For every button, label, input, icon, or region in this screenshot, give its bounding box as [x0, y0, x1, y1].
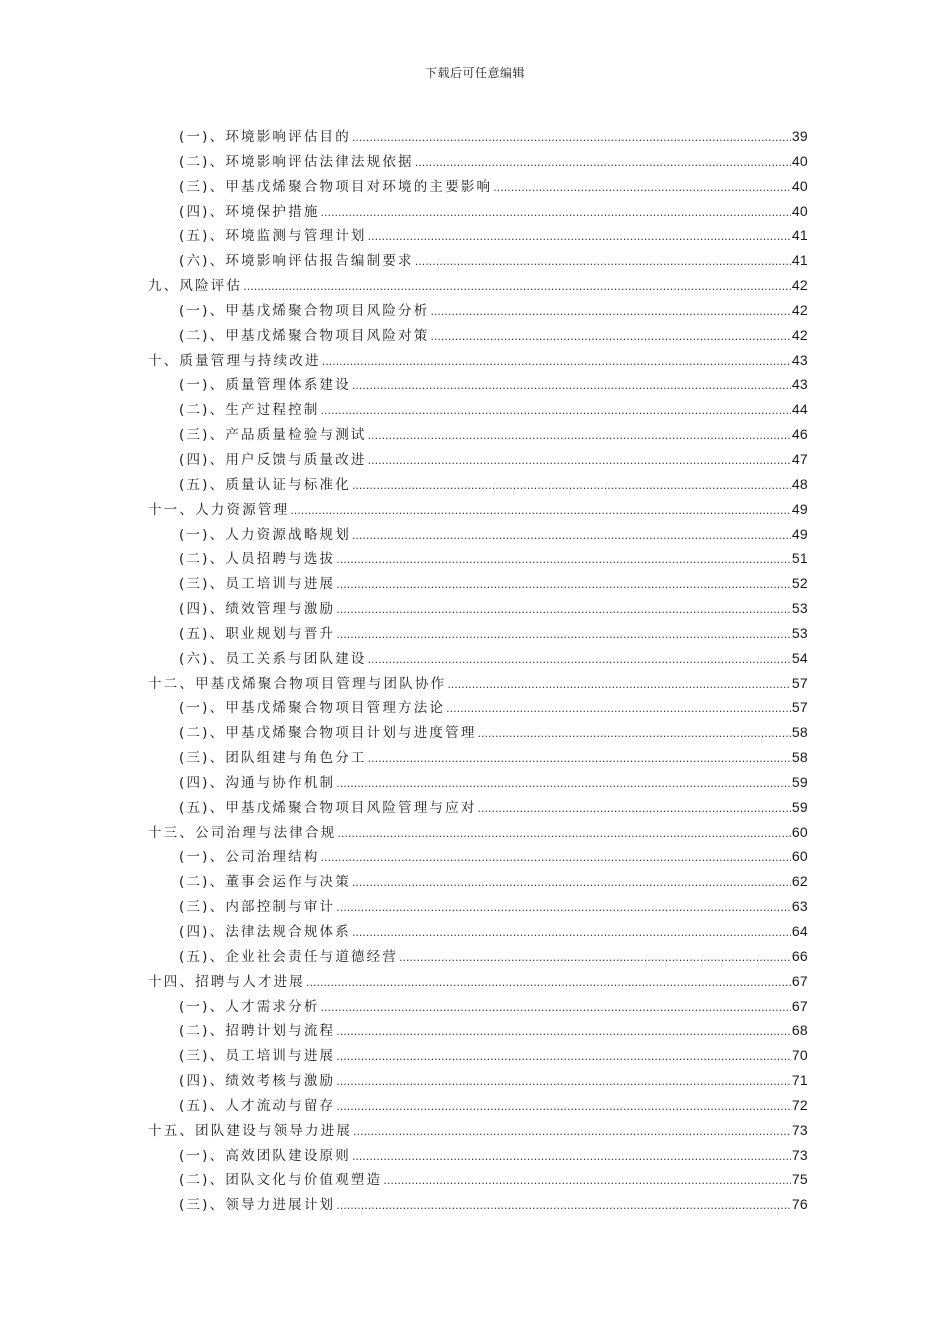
toc-entry-label: (四)、环境保护措施 — [179, 203, 320, 220]
toc-entry-label: (一)、高效团队建设原则 — [179, 1147, 351, 1164]
toc-entry-label: 十四、招聘与人才进展 — [148, 973, 305, 990]
toc-page-number: 49 — [791, 525, 808, 542]
toc-dot-leader — [336, 1197, 791, 1213]
toc-page-number: 42 — [791, 301, 808, 318]
toc-page-number: 40 — [791, 152, 808, 169]
toc-entry-label: (二)、团队文化与价值观塑造 — [179, 1172, 383, 1189]
toc-page-number: 54 — [791, 649, 808, 666]
toc-dot-leader — [336, 601, 791, 617]
toc-dot-leader — [430, 303, 790, 319]
toc-page-number: 42 — [791, 277, 808, 294]
toc-section-entry[interactable] — [148, 870, 808, 895]
toc-section-entry[interactable] — [148, 771, 808, 796]
toc-entry-label: (五)、质量认证与标准化 — [179, 476, 351, 493]
toc-entry-label: (一)、人才需求分析 — [179, 998, 320, 1015]
toc-page-number: 47 — [791, 450, 808, 467]
toc-section-entry[interactable] — [148, 1168, 808, 1193]
toc-entry-label: (六)、环境影响评估报告编制要求 — [179, 253, 414, 270]
toc-section-entry[interactable] — [148, 845, 808, 870]
toc-dot-leader — [415, 154, 791, 170]
toc-page-number: 49 — [791, 500, 808, 517]
toc-section-entry[interactable] — [148, 1044, 808, 1069]
toc-entry-label: (一)、公司治理结构 — [179, 849, 320, 866]
toc-section-entry[interactable] — [148, 175, 808, 200]
toc-section-entry[interactable] — [148, 150, 808, 175]
toc-dot-leader — [336, 899, 791, 915]
toc-page-number: 59 — [791, 773, 808, 790]
toc-entry-label: (四)、法律法规合规体系 — [179, 924, 351, 940]
toc-entry-label: 十一、人力资源管理 — [148, 501, 290, 518]
toc-section-entry[interactable] — [148, 895, 808, 920]
toc-section-entry[interactable] — [148, 746, 808, 771]
toc-dot-leader — [321, 999, 791, 1015]
toc-entry-label: (三)、产品质量检验与测试 — [179, 427, 367, 444]
toc-dot-leader — [478, 800, 791, 816]
toc-section-entry[interactable] — [148, 1094, 808, 1119]
toc-entry-label: 十三、公司治理与法律合规 — [148, 824, 337, 841]
toc-entry-label: (四)、绩效管理与激励 — [179, 601, 336, 618]
toc-page-number: 40 — [791, 177, 808, 194]
toc-entry-label: (一)、质量管理体系建设 — [179, 377, 351, 394]
toc-dot-leader — [322, 353, 791, 369]
toc-entry-label: (三)、内部控制与审计 — [179, 899, 336, 916]
toc-page-number: 73 — [791, 1146, 808, 1163]
toc-dot-leader — [430, 328, 790, 344]
toc-dot-leader — [493, 179, 791, 195]
toc-chapter-entry[interactable] — [148, 821, 808, 846]
toc-page-number: 53 — [791, 624, 808, 641]
toc-entry-label: (五)、甲基戊烯聚合物项目风险管理与应对 — [179, 799, 477, 816]
toc-page-number: 67 — [791, 997, 808, 1014]
toc-page-number: 48 — [791, 475, 808, 492]
toc-page-number: 41 — [791, 227, 808, 244]
toc-entry-label: (五)、环境监测与管理计划 — [179, 228, 367, 245]
toc-chapter-entry[interactable] — [148, 274, 808, 299]
toc-page-number: 42 — [791, 326, 808, 343]
toc-entry-label: (四)、沟通与协作机制 — [179, 774, 336, 791]
toc-dot-leader — [353, 1123, 791, 1139]
toc-entry-label: (三)、员工培训与进展 — [179, 576, 336, 593]
toc-page-number: 57 — [791, 674, 808, 691]
toc-page-number: 51 — [791, 550, 808, 567]
toc-section-entry[interactable] — [148, 796, 808, 821]
toc-dot-leader — [352, 874, 791, 890]
toc-page-number: 60 — [791, 823, 808, 840]
toc-page-number: 73 — [791, 1121, 808, 1138]
toc-chapter-entry[interactable] — [148, 498, 808, 523]
toc-section-entry[interactable] — [148, 995, 808, 1020]
toc-entry-label: (二)、董事会运作与决策 — [179, 874, 351, 891]
toc-section-entry[interactable] — [148, 1144, 808, 1169]
toc-dot-leader — [321, 204, 791, 220]
toc-chapter-entry[interactable] — [148, 349, 808, 374]
toc-page-number: 60 — [791, 848, 808, 865]
toc-section-entry[interactable] — [148, 324, 808, 349]
toc-dot-leader — [352, 129, 791, 145]
toc-entry-label: 十、质量管理与持续改进 — [148, 352, 321, 369]
toc-chapter-entry[interactable] — [148, 970, 808, 995]
toc-dot-leader — [415, 253, 791, 269]
toc-section-entry[interactable] — [148, 224, 808, 249]
toc-entry-label: (四)、绩效考核与激励 — [179, 1073, 336, 1090]
toc-entry-label: (二)、甲基戊烯聚合物项目风险对策 — [179, 327, 430, 344]
toc-section-entry[interactable] — [148, 200, 808, 225]
toc-dot-leader — [337, 825, 790, 841]
toc-section-entry[interactable] — [148, 920, 808, 945]
toc-page-number: 70 — [791, 1047, 808, 1064]
toc-page-number: 67 — [791, 972, 808, 989]
toc-entry-label: (一)、甲基戊烯聚合物项目风险分析 — [179, 302, 430, 319]
toc-dot-leader — [243, 278, 791, 294]
toc-page-number: 44 — [791, 401, 808, 418]
toc-entry-label: (二)、环境影响评估法律法规依据 — [179, 153, 414, 170]
toc-page-number: 52 — [791, 575, 808, 592]
toc-page-number: 62 — [791, 873, 808, 890]
toc-dot-leader — [336, 576, 791, 592]
toc-entry-label: (二)、人员招聘与选拔 — [179, 551, 336, 568]
toc-entry-label: (二)、生产过程控制 — [179, 402, 320, 419]
toc-section-entry[interactable] — [148, 448, 808, 473]
toc-page-number: 64 — [791, 923, 808, 939]
toc-page-number: 63 — [791, 898, 808, 915]
toc-section-entry[interactable] — [148, 473, 808, 498]
toc-page-number: 43 — [791, 351, 808, 368]
toc-section-entry[interactable] — [148, 423, 808, 448]
toc-dot-leader — [446, 700, 791, 716]
toc-dot-leader — [336, 1098, 791, 1114]
toc-section-entry[interactable] — [148, 622, 808, 647]
toc-section-entry[interactable] — [148, 721, 808, 746]
toc-page-number: 75 — [791, 1171, 808, 1188]
toc-dot-leader — [336, 1023, 791, 1039]
toc-section-entry[interactable] — [148, 597, 808, 622]
toc-entry-label: (三)、团队组建与角色分工 — [179, 750, 367, 767]
toc-entry-label: (一)、甲基戊烯聚合物项目管理方法论 — [179, 700, 446, 717]
toc-entry-label: (五)、人才流动与留存 — [179, 1097, 336, 1114]
toc-dot-leader — [368, 750, 791, 766]
toc-dot-leader — [478, 725, 791, 741]
toc-page-number: 41 — [791, 252, 808, 269]
toc-page-number: 58 — [791, 749, 808, 766]
toc-section-entry[interactable] — [148, 523, 808, 548]
toc-section-entry[interactable] — [148, 398, 808, 423]
toc-page-number: 68 — [791, 1022, 808, 1039]
toc-page-number: 58 — [791, 724, 808, 741]
toc-dot-leader — [290, 502, 791, 518]
toc-section-entry[interactable] — [148, 1193, 808, 1218]
toc-section-entry[interactable] — [148, 1069, 808, 1094]
toc-section-entry[interactable] — [148, 125, 808, 150]
toc-entry-label: (五)、企业社会责任与道德经营 — [179, 948, 399, 965]
toc-entry-label: (三)、员工培训与进展 — [179, 1048, 336, 1065]
toc-section-entry[interactable] — [148, 249, 808, 274]
toc-dot-leader — [306, 974, 791, 990]
toc-entry-label: (五)、职业规划与晋升 — [179, 625, 336, 642]
toc-page-number: 53 — [791, 600, 808, 617]
toc-entry-label: (一)、环境影响评估目的 — [179, 129, 351, 145]
toc-dot-leader — [336, 1048, 791, 1064]
toc-dot-leader — [336, 775, 791, 791]
table-of-contents — [148, 125, 808, 1218]
toc-page-number: 59 — [791, 798, 808, 815]
toc-chapter-entry[interactable] — [148, 1119, 808, 1144]
toc-entry-label: 十五、团队建设与领导力进展 — [148, 1122, 353, 1139]
toc-section-entry[interactable] — [148, 696, 808, 721]
toc-section-entry[interactable] — [148, 547, 808, 572]
toc-dot-leader — [368, 452, 791, 468]
toc-dot-leader — [399, 949, 791, 965]
toc-entry-label: (四)、用户反馈与质量改进 — [179, 451, 367, 468]
toc-dot-leader — [383, 1172, 790, 1188]
toc-dot-leader — [321, 402, 791, 418]
toc-dot-leader — [447, 676, 791, 692]
toc-entry-label: 九、风险评估 — [148, 278, 243, 295]
toc-section-entry[interactable] — [148, 1019, 808, 1044]
toc-entry-label: (三)、甲基戊烯聚合物项目对环境的主要影响 — [179, 178, 493, 195]
toc-dot-leader — [321, 849, 791, 865]
toc-dot-leader — [368, 228, 791, 244]
toc-page-number: 71 — [791, 1072, 808, 1089]
toc-dot-leader — [352, 924, 791, 940]
toc-dot-leader — [352, 477, 791, 493]
toc-section-entry[interactable] — [148, 945, 808, 970]
toc-section-entry[interactable] — [148, 572, 808, 597]
toc-entry-label: (一)、人力资源战略规划 — [179, 526, 351, 543]
toc-page-number: 66 — [791, 947, 808, 964]
toc-entry-label: (三)、领导力进展计划 — [179, 1197, 336, 1214]
toc-dot-leader — [336, 1073, 791, 1089]
toc-entry-label: (二)、招聘计划与流程 — [179, 1023, 336, 1040]
toc-page-number: 40 — [791, 202, 808, 219]
toc-dot-leader — [352, 1148, 791, 1164]
toc-section-entry[interactable] — [148, 299, 808, 324]
toc-page-number: 72 — [791, 1096, 808, 1113]
toc-page-number: 57 — [791, 699, 808, 716]
toc-section-entry[interactable] — [148, 647, 808, 672]
toc-entry-label: 十二、甲基戊烯聚合物项目管理与团队协作 — [148, 675, 447, 692]
toc-page-number: 76 — [791, 1196, 808, 1213]
toc-dot-leader — [352, 527, 791, 543]
toc-page-number: 39 — [791, 128, 808, 144]
toc-dot-leader — [368, 427, 791, 443]
page-header: 下载后可任意编辑 — [424, 66, 525, 80]
toc-dot-leader — [368, 651, 791, 667]
toc-entry-label: (六)、员工关系与团队建设 — [179, 650, 367, 667]
toc-dot-leader — [352, 377, 791, 393]
toc-page-number: 46 — [791, 426, 808, 443]
toc-chapter-entry[interactable] — [148, 672, 808, 697]
toc-section-entry[interactable] — [148, 373, 808, 398]
toc-entry-label: (二)、甲基戊烯聚合物项目计划与进度管理 — [179, 725, 477, 742]
toc-dot-leader — [336, 551, 791, 567]
toc-dot-leader — [336, 626, 791, 642]
toc-page-number: 43 — [791, 376, 808, 393]
